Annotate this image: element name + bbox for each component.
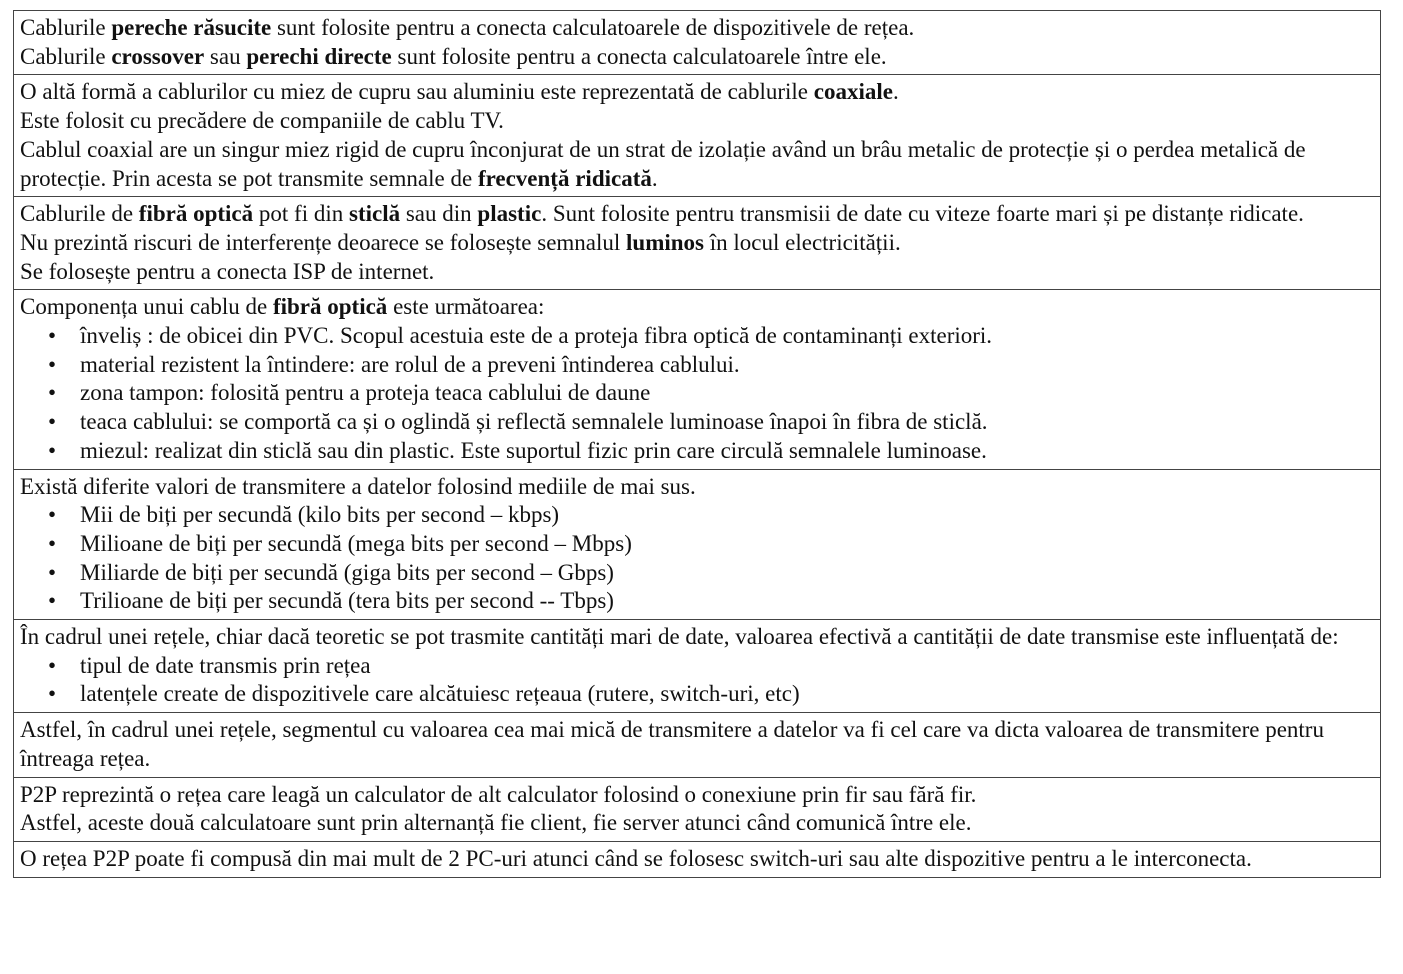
bold-term: perechi directe	[246, 43, 392, 69]
paragraph-line	[20, 845, 1374, 874]
paragraph-line	[20, 78, 1374, 107]
paragraph-line	[20, 43, 1374, 72]
paragraph-line	[20, 258, 1374, 287]
list-item: • Miliarde de biți per secundă (giga bits per second – Gbps)	[20, 559, 1374, 588]
table-cell	[14, 469, 1381, 620]
list-item: • material rezistent la întindere: are rolul de a preveni întinderea cablului.	[20, 351, 1374, 380]
text-segment: P2P reprezintă o rețea care leagă un calculator de alt calculator folosind o conexiune prin fir sau fără fir.	[20, 781, 977, 807]
table-row	[14, 290, 1381, 469]
table-cell	[14, 620, 1381, 713]
text-segment: Este folosit cu precădere de companiile de cablu TV.	[20, 108, 504, 134]
paragraph-line	[20, 136, 1374, 193]
paragraph-line	[20, 809, 1374, 838]
list-item: • Trilioane de biți per secundă (tera bits per second -- Tbps)	[20, 587, 1374, 616]
list-item: • Mii de biți per secundă (kilo bits per second – kbps)	[20, 501, 1374, 530]
bold-term: frecvență ridicată	[477, 165, 652, 191]
bold-term: pereche răsucite	[111, 15, 272, 40]
bullet-list	[20, 322, 1374, 466]
text-segment: Cablul coaxial are un singur miez rigid de cupru înconjurat de un strat de izolație având un brâu metalic de protecție și o perdea metalică de protecție. Prin acesta se pot transmite semnale de	[20, 136, 1306, 191]
bold-term: sticlă	[349, 201, 401, 227]
table-cell	[14, 75, 1381, 197]
text-segment: Cablurile de	[20, 201, 139, 227]
document-table	[13, 10, 1381, 878]
text-segment: este următoarea:	[387, 294, 545, 320]
table-cell	[14, 713, 1381, 777]
table-cell	[14, 290, 1381, 469]
bullet-list	[20, 652, 1374, 709]
paragraph-line	[20, 107, 1374, 136]
table-cell	[14, 197, 1381, 290]
text-segment: În cadrul unei rețele, chiar dacă teoretic se pot trasmite cantități mari de date, valoarea efectivă a cantității de date transmise este influențată de:	[20, 624, 1339, 650]
paragraph-line	[20, 200, 1374, 229]
bold-term: crossover	[111, 43, 205, 69]
text-segment: Există diferite valori de transmitere a datelor folosind mediile de mai sus.	[20, 473, 696, 499]
list-item: • Milioane de biți per secundă (mega bits per second – Mbps)	[20, 530, 1374, 559]
text-segment: Astfel, aceste două calculatoare sunt prin alternanță fie client, fie server atunci când comunică între ele.	[20, 810, 972, 836]
text-segment: .	[892, 79, 899, 105]
list-item: • zona tampon: folosită pentru a proteja teaca cablului de daune	[20, 379, 1374, 408]
table-row	[14, 75, 1381, 197]
text-segment: Se folosește pentru a conecta ISP de internet.	[20, 258, 435, 284]
text-segment: Cablurile	[20, 43, 112, 69]
text-segment: Astfel, în cadrul unei rețele, segmentul cu valoarea cea mai mică de transmitere a datelor va fi cel care va dicta valoarea de transmitere pentru întreaga rețea.	[20, 717, 1324, 771]
table-row	[14, 620, 1381, 713]
bold-term: coaxiale	[813, 79, 893, 105]
list-item: • teaca cablului: se comportă ca și o oglindă și reflectă semnalele luminoase înapoi în fibra de sticlă.	[20, 408, 1374, 437]
text-segment: Nu prezintă riscuri de interferențe deoarece se folosește semnalul	[20, 229, 627, 255]
text-segment: sau din	[400, 201, 478, 227]
document-table-body	[14, 11, 1381, 878]
list-item: • miezul: realizat din sticlă sau din plastic. Este suportul fizic prin care circulă semnalele luminoase.	[20, 437, 1374, 466]
text-segment: sunt folosite pentru a conecta calculatoarele între ele.	[391, 43, 887, 69]
paragraph-line	[20, 473, 1374, 502]
text-segment: pot fi din	[253, 201, 349, 227]
list-item: • înveliș : de obicei din PVC. Scopul acestuia este de a proteja fibra optică de contaminanți exteriori.	[20, 322, 1374, 351]
list-item: • latențele create de dispozitivele care alcătuiesc rețeaua (rutere, switch-uri, etc)	[20, 680, 1374, 709]
list-item: • tipul de date transmis prin rețea	[20, 652, 1374, 681]
bold-term: fibră optică	[138, 201, 254, 227]
text-segment: O altă formă a cablurilor cu miez de cupru sau aluminiu este reprezentată de cablurile	[20, 79, 814, 105]
paragraph-line	[20, 14, 1374, 43]
table-row	[14, 841, 1381, 877]
paragraph-line	[20, 229, 1374, 258]
text-segment: . Sunt folosite pentru transmisii de date cu viteze foarte mari și pe distanțe ridicate.	[541, 201, 1304, 227]
table-row	[14, 777, 1381, 841]
text-segment: sau	[204, 43, 247, 69]
table-row	[14, 197, 1381, 290]
text-segment: .	[651, 165, 658, 191]
bold-term: fibră optică	[272, 294, 388, 320]
table-cell	[14, 777, 1381, 841]
table-row	[14, 713, 1381, 777]
paragraph-line	[20, 623, 1374, 652]
bold-term: plastic	[477, 201, 542, 227]
paragraph-line	[20, 716, 1374, 773]
text-segment: Componența unui cablu de	[20, 294, 273, 320]
text-segment: în locul electricității.	[704, 229, 901, 255]
bullet-list	[20, 501, 1374, 616]
table-row	[14, 469, 1381, 620]
paragraph-line	[20, 293, 1374, 322]
paragraph-line	[20, 781, 1374, 810]
table-row	[14, 11, 1381, 75]
bold-term: luminos	[626, 229, 705, 255]
text-segment: O rețea P2P poate fi compusă din mai mult de 2 PC-uri atunci când se folosesc switch-uri sau alte dispozitive pentru a le interconecta.	[20, 845, 1252, 871]
table-cell	[14, 11, 1381, 75]
text-segment: Cablurile	[20, 15, 112, 40]
table-cell	[14, 841, 1381, 877]
text-segment: sunt folosite pentru a conecta calculatoarele de dispozitivele de rețea.	[271, 15, 915, 40]
